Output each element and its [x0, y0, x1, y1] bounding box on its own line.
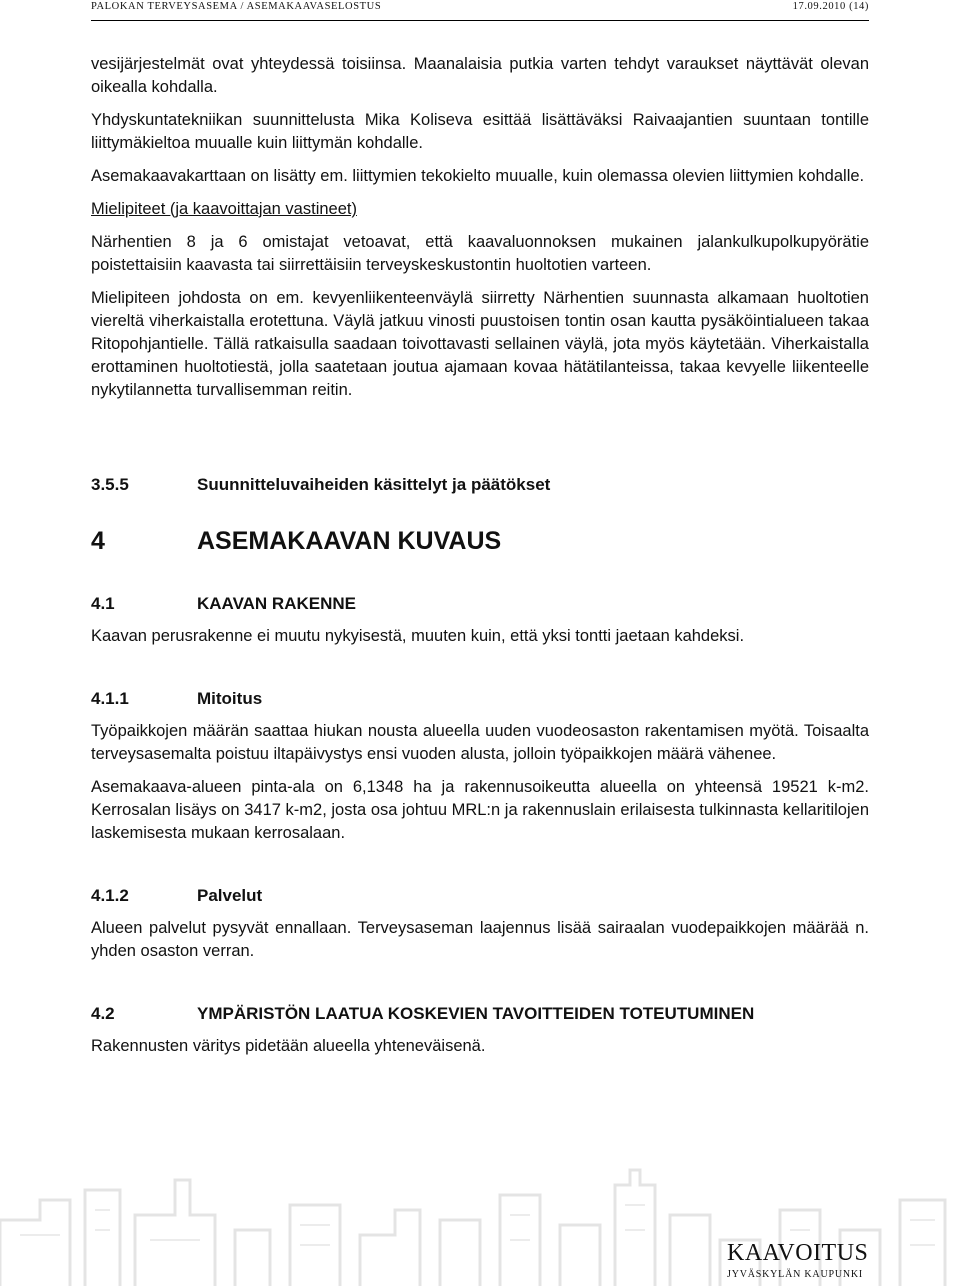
section-title: Palvelut: [197, 886, 263, 905]
paragraph: Närhentien 8 ja 6 omistajat vetoavat, että kaavaluonnoksen mukainen jalankulkupolkupyörätie poistettaisiin kaavasta tai siirrettäisiin terveyskeskustontin huoltotien varteen.: [91, 233, 869, 274]
section-number: 4.1.1: [91, 689, 129, 708]
underlined-subheading: Mielipiteet (ja kaavoittajan vastineet): [91, 200, 357, 218]
header-document-title: PALOKAN TERVEYSASEMA / ASEMAKAAVASELOSTUS: [91, 1, 382, 12]
section-title: YMPÄRISTÖN LAATUA KOSKEVIEN TAVOITTEIDEN TOTEUTUMINEN: [197, 1004, 755, 1023]
logo-main-text: KAAVOITUS: [727, 1240, 869, 1266]
section-title: Mitoitus: [197, 689, 263, 708]
section-number: 4.1.2: [91, 886, 129, 905]
section-heading-4-1-2: [91, 884, 869, 907]
header-date-page: 17.09.2010 (14): [792, 1, 869, 12]
paragraph: Rakennusten väritys pidetään alueella yhteneväisenä.: [91, 1037, 486, 1055]
chapter-title: ASEMAKAAVAN KUVAUS: [197, 527, 502, 555]
section-heading-4-1-1: [91, 687, 869, 710]
paragraph: Asemakaava-alueen pinta-ala on 6,1348 ha ja rakennusoikeutta alueella on yhteensä 19521 k-m2. Kerrosalan lisäys on 3417 k-m2, josta osa johtuu MRL:n ja rakennuslain erilaisesta tulkinnasta kellaritilojen laskemisesta mukaan kerrosalaan.: [91, 778, 869, 842]
logo-sub-text: JYVÄSKYLÄN KAUPUNKI: [727, 1269, 864, 1280]
section-heading-3-5-5: [91, 473, 869, 496]
section-number: 4.1: [91, 594, 115, 613]
paragraph: Kaavan perusrakenne ei muutu nykyisestä, muuten kuin, että yksi tontti jaetaan kahdeksi.: [91, 627, 745, 645]
paragraph: Alueen palvelut pysyvät ennallaan. Terveysaseman laajennus lisää sairaalan vuodepaikkojen määrää n. yhden osaston verran.: [91, 919, 869, 960]
document-body: [91, 53, 869, 1058]
paragraph: Yhdyskuntatekniikan suunnittelusta Mika Koliseva esittää lisättäväksi Raivaajantien suuntaan tontille liittymäkieltoa muualle kuin liittymän kohdalle.: [91, 111, 869, 152]
section-title: Suunnitteluvaiheiden käsittelyt ja päätökset: [197, 475, 551, 494]
section-heading-4-2: [91, 1002, 869, 1025]
paragraph: Asemakaavakarttaan on lisätty em. liittymien tekokielto muualle, kuin olemassa olevien liittymien kohdalle.: [91, 167, 865, 185]
section-heading-4-1: [91, 592, 869, 615]
section-title: KAAVAN RAKENNE: [197, 594, 356, 613]
paragraph: vesijärjestelmät ovat yhteydessä toisiinsa. Maanalaisia putkia varten tehdyt varaukset näyttävät olevan oikealla kohdalla.: [91, 55, 869, 96]
page-header: [91, 0, 869, 21]
chapter-number: 4: [91, 527, 105, 555]
section-number: 3.5.5: [91, 475, 129, 494]
kaavoitus-logo: [727, 1240, 868, 1282]
paragraph: Mielipiteen johdosta on em. kevyenliikenteenväylä siirretty Närhentien suunnasta alkamaan huoltotien viereltä viherkaistalla erotettuna. Väylä jatkuu vinosti puustoisen tontin osan kautta pysäköintialueen takaa Ritopohjantielle. Tällä ratkaisulla saadaan toivottavasti sellainen väylä, jota myös käytetään. Viherkaistalla erottaminen huoltotiestä, jolla saatetaan joutua ajamaan kovaa hätätilanteissa, takaa kevyelle liikenteelle nykytilannetta turvallisemman reitin.: [91, 289, 869, 399]
section-number: 4.2: [91, 1004, 115, 1023]
chapter-heading-4: [91, 526, 869, 556]
paragraph: Työpaikkojen määrän saattaa hiukan nousta alueella uuden vuodeosaston rakentamisen myötä. Toisaalta terveysasemalta poistuu iltapäivystys ensi vuoden alusta, jolloin työpaikkojen määrä vähenee.: [91, 722, 869, 763]
